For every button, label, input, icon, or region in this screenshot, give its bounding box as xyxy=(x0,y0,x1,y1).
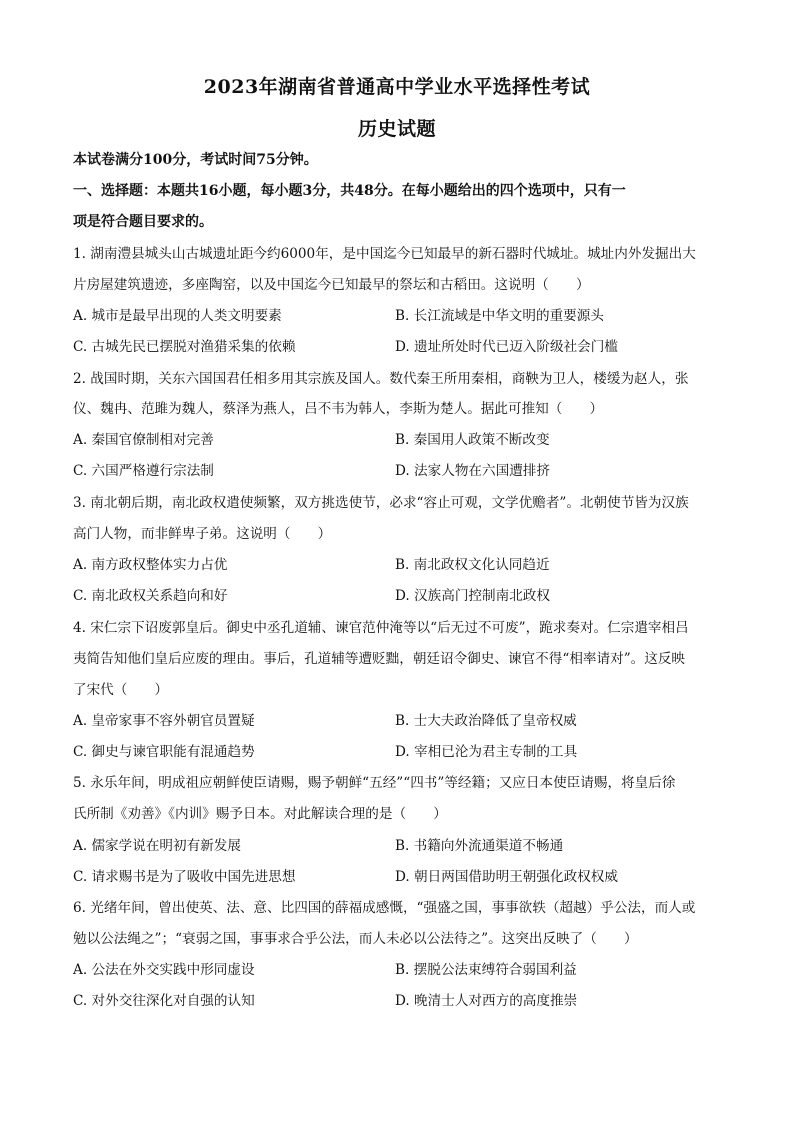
option-a: A. 秦国官僚制相对完善 xyxy=(73,432,214,448)
question-text-line: 4. 宋仁宗下诏废郭皇后。御史中丞孔道辅、谏官范仲淹等以“后无过不可废”，跪求奏对。仁宗遣宰相吕 xyxy=(73,620,689,636)
question-text-line: 5. 永乐年间，明成祖应朝鲜使臣请赐，赐予朝鲜“五经”“四书”等经籍；又应日本使臣请赐，将皇后徐 xyxy=(73,775,676,791)
option-a: A. 公法在外交实践中形同虚设 xyxy=(73,962,255,978)
option-b: B. 长江流域是中华文明的重要源头 xyxy=(395,308,604,324)
question-text-line: 夷简告知他们皇后应废的理由。事后，孔道辅等遭贬黜，朝廷诏令御史、谏官不得“相率请对”。这反映 xyxy=(73,651,686,667)
question-text-line: 2. 战国时期，关东六国国君任相多用其宗族及国人。数代秦王所用秦相，商鞅为卫人，楼缓为赵人，张 xyxy=(73,371,689,387)
option-a: A. 城市是最早出现的人类文明要素 xyxy=(73,308,282,324)
option-d: D. 晚清士人对西方的高度推崇 xyxy=(395,993,578,1009)
option-d: D. 法家人物在六国遭排挤 xyxy=(395,463,550,479)
question-text-line: 勉以公法绳之”；“衰弱之国，事事求合乎公法，而人未必以公法待之”。这突出反映了（ ） xyxy=(73,931,638,947)
option-d: D. 遗址所处时代已迈入阶级社会门槛 xyxy=(395,339,618,355)
option-d: D. 宰相已沦为君主专制的工具 xyxy=(395,744,578,760)
option-c: C. 六国严格遵行宗法制 xyxy=(73,463,214,479)
question-text-line: 片房屋建筑遗迹，多座陶窑，以及中国迄今已知最早的祭坛和古稻田。这说明（ ） xyxy=(73,277,590,293)
section-heading-line2: 项是符合题目要求的。 xyxy=(73,214,213,230)
option-c: C. 对外交往深化对自强的认知 xyxy=(73,993,255,1009)
option-b: B. 书籍向外流通渠道不畅通 xyxy=(395,838,564,854)
option-b: B. 士大夫政治降低了皇帝权威 xyxy=(395,713,577,729)
option-a: A. 南方政权整体实力占优 xyxy=(73,557,228,573)
option-c: C. 古城先民已摆脱对渔猎采集的依赖 xyxy=(73,339,296,355)
question-text-line: 仪、魏冉、范雎为魏人，蔡泽为燕人，吕不韦为韩人，李斯为楚人。据此可推知（ ） xyxy=(73,401,604,417)
option-a: A. 皇帝家事不容外朝官员置疑 xyxy=(73,713,255,729)
option-a: A. 儒家学说在明初有新发展 xyxy=(73,838,241,854)
option-c: C. 南北政权关系趋向和好 xyxy=(73,588,228,604)
option-b: B. 南北政权文化认同趋近 xyxy=(395,557,550,573)
exam-title: 2023年湖南省普通高中学业水平选择性考试 xyxy=(203,76,591,98)
section-heading-line1: 一、选择题：本题共16小题，每小题3分，共48分。在每小题给出的四个选项中，只有一 xyxy=(73,183,626,199)
question-text-line: 3. 南北朝后期，南北政权遣使频繁，双方挑选使节，必求“容止可观，文学优赡者”。北朝使节皆为汉族 xyxy=(73,495,689,511)
exam-subtitle: 历史试题 xyxy=(357,118,436,140)
question-text-line: 高门人物，而非鲜卑子弟。这说明（ ） xyxy=(73,526,332,542)
option-d: D. 汉族高门控制南北政权 xyxy=(395,588,550,604)
exam-note: 本试卷满分100分，考试时间75分钟。 xyxy=(73,152,318,168)
option-d: D. 朝日两国借助明王朝强化政权权威 xyxy=(395,869,618,885)
option-b: B. 秦国用人政策不断改变 xyxy=(395,432,550,448)
option-c: C. 请求赐书是为了吸收中国先进思想 xyxy=(73,869,296,885)
question-text-line: 1. 湖南澧县城头山古城遗址距今约6000年，是中国迄今已知最早的新石器时代城址。城址内外发掘出大 xyxy=(73,246,696,262)
question-text-line: 了宋代（ ） xyxy=(73,682,169,698)
question-text-line: 氏所制《劝善》《内训》赐予日本。对此解读合理的是（ ） xyxy=(73,806,447,822)
option-c: C. 御史与谏官职能有混通趋势 xyxy=(73,744,255,760)
question-text-line: 6. 光绪年间，曾出使英、法、意、比四国的薛福成感慨，“强盛之国，事事欲轶（超越）乎公法，而人或 xyxy=(73,900,696,916)
option-b: B. 摆脱公法束缚符合弱国利益 xyxy=(395,962,577,978)
